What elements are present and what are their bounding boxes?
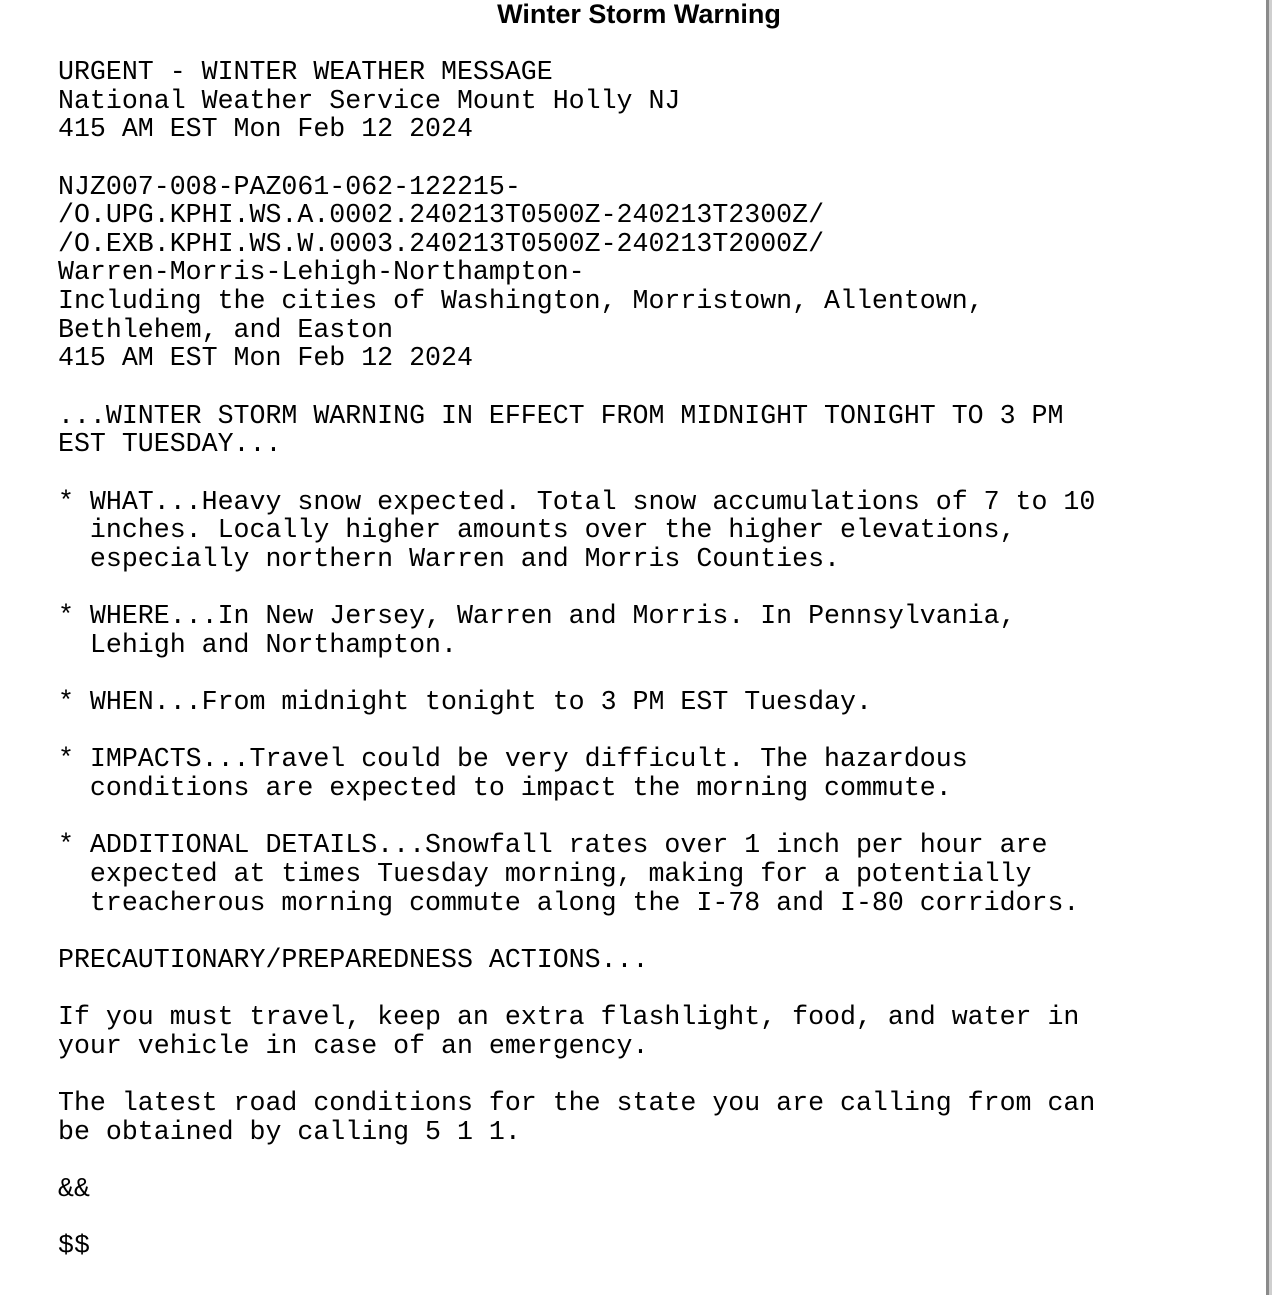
text-line: /O.EXB.KPHI.WS.W.0003.240213T0500Z-240213T2000Z/ xyxy=(58,228,825,259)
blank-line xyxy=(58,1060,1095,1089)
text-line: National Weather Service Mount Holly NJ xyxy=(58,85,681,116)
text-line: * WHAT...Heavy snow expected. Total snow accumulations of 7 to 10 xyxy=(58,486,1096,517)
blank-line xyxy=(58,574,1095,603)
blank-line xyxy=(58,459,1095,488)
text-line: /O.UPG.KPHI.WS.A.0002.240213T0500Z-240213T2300Z/ xyxy=(58,200,825,231)
blank-line xyxy=(58,803,1095,832)
text-line: Including the cities of Washington, Morristown, Allentown, xyxy=(58,286,984,317)
text-line: conditions are expected to impact the morning commute. xyxy=(58,773,952,804)
blank-line xyxy=(58,1204,1095,1233)
warning-product-text xyxy=(58,58,1095,1261)
text-line: Lehigh and Northampton. xyxy=(58,629,457,660)
text-line: * WHERE...In New Jersey, Warren and Morris. In Pennsylvania, xyxy=(58,601,1016,632)
text-line: * WHEN...From midnight tonight to 3 PM EST Tuesday. xyxy=(58,687,872,718)
text-line: be obtained by calling 5 1 1. xyxy=(58,1116,521,1147)
window-edge-highlight xyxy=(1269,0,1272,1295)
text-line: treacherous morning commute along the I-78 and I-80 corridors. xyxy=(58,887,1080,918)
text-line: 415 AM EST Mon Feb 12 2024 xyxy=(58,343,473,374)
text-line: Warren-Morris-Lehigh-Northampton- xyxy=(58,257,585,288)
text-line: PRECAUTIONARY/PREPAREDNESS ACTIONS... xyxy=(58,944,649,975)
text-line: && xyxy=(58,1173,90,1204)
text-line: 415 AM EST Mon Feb 12 2024 xyxy=(58,114,473,145)
page-title: Winter Storm Warning xyxy=(497,0,781,29)
text-line: EST TUESDAY... xyxy=(58,429,282,460)
text-line: Bethlehem, and Easton xyxy=(58,314,394,345)
window-edge xyxy=(1266,0,1284,1295)
blank-line xyxy=(58,373,1095,402)
blank-line xyxy=(58,1146,1095,1175)
text-line: The latest road conditions for the state you are calling from can xyxy=(58,1088,1096,1119)
blank-line xyxy=(58,917,1095,946)
text-line: If you must travel, keep an extra flashlight, food, and water in xyxy=(58,1002,1080,1033)
text-line: expected at times Tuesday morning, making for a potentially xyxy=(58,858,1032,889)
text-line: ...WINTER STORM WARNING IN EFFECT FROM MIDNIGHT TONIGHT TO 3 PM xyxy=(58,400,1064,431)
text-line: * IMPACTS...Travel could be very difficult. The hazardous xyxy=(58,744,968,775)
text-line: * ADDITIONAL DETAILS...Snowfall rates over 1 inch per hour are xyxy=(58,830,1048,861)
blank-line xyxy=(58,975,1095,1004)
text-line: especially northern Warren and Morris Counties. xyxy=(58,543,840,574)
text-line: URGENT - WINTER WEATHER MESSAGE xyxy=(58,57,553,87)
blank-line xyxy=(58,144,1095,173)
text-line: inches. Locally higher amounts over the higher elevations, xyxy=(58,515,1016,546)
text-line: NJZ007-008-PAZ061-062-122215- xyxy=(58,171,521,202)
text-line: your vehicle in case of an emergency. xyxy=(58,1030,649,1061)
text-line: $$ xyxy=(58,1231,90,1262)
blank-line xyxy=(58,717,1095,746)
blank-line xyxy=(58,659,1095,688)
